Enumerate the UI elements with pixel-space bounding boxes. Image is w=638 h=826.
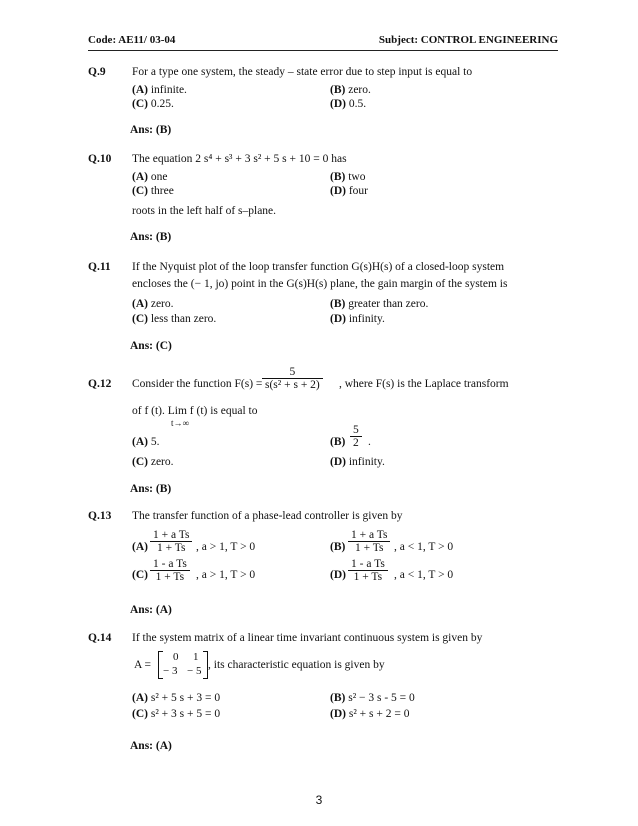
q14-option-b: (B) s² − 3 s - 5 = 0 (330, 692, 415, 704)
q9-option-d: (D) 0.5. (330, 98, 367, 110)
q12-option-b-fraction: $\frac{5}{2}$ (350, 424, 362, 449)
page-header (88, 34, 558, 51)
q12-option-b-tail: . (368, 436, 371, 448)
q13-option-d-cond: , a < 1, T > 0 (394, 569, 454, 581)
q10-tail: roots in the left half of s–plane. (132, 205, 277, 217)
q14-lhs: A = (134, 659, 152, 671)
q13-label-a: (A) (132, 541, 148, 553)
q12-option-d: (D) infinity. (330, 456, 385, 468)
q12-post: , where F(s) is the Laplace transform (339, 378, 509, 390)
q13-label-c: (C) (132, 569, 148, 581)
q13-option-c-cond: , a > 1, T > 0 (196, 569, 256, 581)
q13-answer: Ans: (A) (130, 604, 172, 616)
q11-number: Q.11 (88, 261, 111, 273)
q13-option-a-cond: , a > 1, T > 0 (196, 541, 256, 553)
q12-answer: Ans: (B) (130, 483, 172, 495)
q10-answer: Ans: (B) (130, 231, 172, 243)
q12-fraction (262, 366, 323, 391)
matrix-cell-22: − 5 (187, 665, 202, 677)
code-label: Code: AE11/ 03-04 (88, 34, 176, 46)
q14-answer: Ans: (A) (130, 740, 172, 752)
q11-line2: encloses the (− 1, jo) point in the G(s)H(s) plane, the gain margin of the system is (132, 278, 508, 290)
q13-option-d-fraction: $\frac{\text{1 - a Ts}}{1 + Ts}$ (348, 558, 388, 583)
q10-option-d: (D) four (330, 185, 369, 197)
q9-option-c: (C) 0.25. (132, 98, 174, 110)
matrix-cell-11: 0 (173, 651, 179, 663)
q11-answer: Ans: (C) (130, 340, 172, 352)
q12-frac-den: s(s² + s + 2) (265, 379, 320, 391)
matrix-cell-12: 1 (193, 651, 199, 663)
q12-option-c: (C) zero. (132, 456, 174, 468)
q10-number: Q.10 (88, 153, 112, 165)
q13-option-c-fraction: $\frac{\text{1 - a Ts}}{1 + Ts}$ (150, 558, 190, 583)
q9-text: For a type one system, the steady – state error due to step input is equal to (132, 66, 473, 78)
q13-option-b-cond: , a < 1, T > 0 (394, 541, 454, 553)
q11-option-d: (D) infinity. (330, 313, 385, 325)
q10-option-b: (B) two (330, 171, 366, 183)
matrix-cell-21: − 3 (163, 665, 178, 677)
page-number: 3 (315, 793, 323, 807)
q13-option-b-fraction: $\frac{\text{1 + a Ts}}{1 + Ts}$ (348, 529, 390, 554)
q11-option-b: (B) greater than zero. (330, 298, 429, 310)
q12-pre: Consider the function F(s) = (132, 378, 263, 390)
q12-frac-num: 5 (262, 366, 323, 379)
q9-number: Q.9 (88, 66, 106, 78)
q9-option-a: (A) infinite. (132, 84, 187, 96)
q10-text: The equation 2 s⁴ + s³ + 3 s² + 5 s + 10 = 0 has (132, 153, 347, 165)
q12-line2: of f (t). Lim f (t) is equal to (132, 405, 258, 417)
q13-text: The transfer function of a phase-lead controller is given by (132, 510, 403, 522)
q9-answer: Ans: (B) (130, 124, 172, 136)
q14-option-c: (C) s² + 3 s + 5 = 0 (132, 708, 221, 720)
q10-option-c: (C) three (132, 185, 174, 197)
q14-option-d: (D) s² + s + 2 = 0 (330, 708, 410, 720)
q14-line1: If the system matrix of a linear time invariant continuous system is given by (132, 632, 483, 644)
q11-option-c: (C) less than zero. (132, 313, 217, 325)
q11-line1: If the Nyquist plot of the loop transfer function G(s)H(s) of a closed-loop system (132, 261, 505, 273)
system-matrix (158, 651, 208, 679)
q9-option-b: (B) zero. (330, 84, 371, 96)
q10-option-a: (A) one (132, 171, 168, 183)
q11-option-a: (A) zero. (132, 298, 174, 310)
q13-label-d: (D) (330, 569, 346, 581)
q13-option-a-fraction: $\frac{\text{1 + a Ts}}{1 + Ts}$ (150, 529, 192, 554)
q12-option-b: (B) (330, 436, 346, 448)
q14-option-a: (A) s² + 5 s + 3 = 0 (132, 692, 221, 704)
q13-label-b: (B) (330, 541, 346, 553)
subject-label: Subject: CONTROL ENGINEERING (378, 34, 558, 46)
q12-lim-sub: t→∞ (171, 418, 189, 428)
q14-post: , its characteristic equation is given by (208, 659, 385, 671)
q14-number: Q.14 (88, 632, 112, 644)
q12-number: Q.12 (88, 378, 112, 390)
q12-option-a: (A) 5. (132, 436, 160, 448)
q13-number: Q.13 (88, 510, 112, 522)
